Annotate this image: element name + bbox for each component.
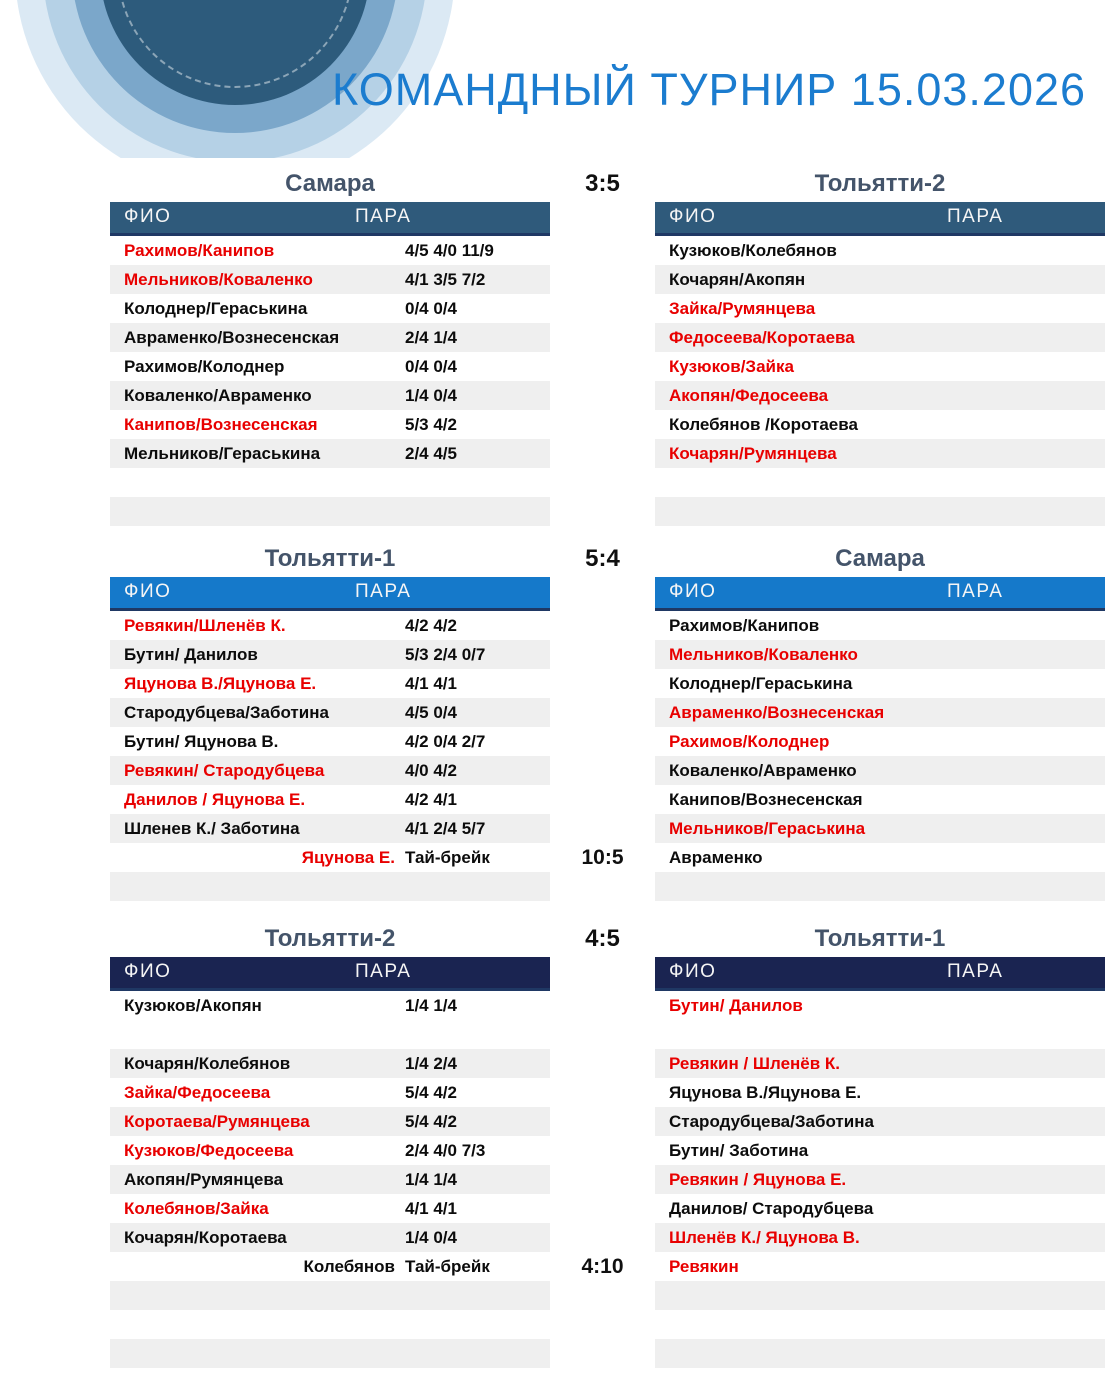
player-pair-name: Коротаева/Румянцева xyxy=(124,1112,310,1131)
table-row xyxy=(655,814,1105,843)
table-header xyxy=(655,957,1105,991)
player-pair-name: Коваленко/Авраменко xyxy=(669,761,857,780)
player-pair-name: Мельников/Гераськина xyxy=(669,819,866,838)
table-row xyxy=(110,991,550,1020)
table-row xyxy=(110,381,550,410)
player-pair-name: Бутин/ Данилов xyxy=(669,996,803,1015)
player-pair-name: Рахимов/Канипов xyxy=(124,241,275,260)
table-row xyxy=(110,1223,550,1252)
table-row xyxy=(655,1136,1105,1165)
set-scores: 4/1 3/5 7/2 xyxy=(405,270,486,289)
left-team-table xyxy=(110,923,550,1368)
table-row xyxy=(110,843,550,872)
player-pair-name: Ревякин / Шленёв К. xyxy=(669,1054,841,1073)
set-scores: 1/4 0/4 xyxy=(405,386,457,405)
table-row xyxy=(110,1078,550,1107)
match-section-3 xyxy=(110,923,1105,1368)
player-pair-name: Акопян/Федосеева xyxy=(669,386,829,405)
page-title: КОМАНДНЫЙ ТУРНИР 15.03.2026 xyxy=(332,64,1087,115)
set-scores: Тай-брейк xyxy=(405,848,490,867)
table-row xyxy=(110,1194,550,1223)
set-scores: 2/4 1/4 xyxy=(405,328,457,347)
set-scores: 4/2 4/1 xyxy=(405,790,457,809)
table-row xyxy=(655,872,1105,901)
set-scores: 0/4 0/4 xyxy=(405,357,457,376)
player-pair-name: Канипов/Вознесенская xyxy=(669,790,863,809)
table-row xyxy=(110,468,550,497)
set-scores: 2/4 4/0 7/3 xyxy=(405,1141,486,1160)
table-row xyxy=(110,814,550,843)
player-pair-name: Стародубцева/Заботина xyxy=(669,1112,874,1131)
player-pair-name: Зайка/Федосеева xyxy=(124,1083,271,1102)
table-row xyxy=(655,727,1105,756)
table-row xyxy=(110,1339,550,1368)
team-name: Тольятти-2 xyxy=(264,925,396,952)
table-row xyxy=(655,1078,1105,1107)
set-scores: Тай-брейк xyxy=(405,1257,490,1276)
table-row xyxy=(655,468,1105,497)
table-row xyxy=(655,1194,1105,1223)
table-body xyxy=(110,611,550,901)
set-scores: 5/3 4/2 xyxy=(405,415,457,434)
player-pair-name: Кочарян/Акопян xyxy=(669,270,806,289)
player-pair-name: Колоднер/Гераськина xyxy=(669,674,853,693)
table-row xyxy=(110,1020,550,1049)
set-scores: 4/1 4/1 xyxy=(405,1199,457,1218)
score-column xyxy=(550,168,655,526)
team-name: Тольятти-2 xyxy=(814,170,946,197)
table-row xyxy=(110,497,550,526)
set-scores: 4/5 0/4 xyxy=(405,703,457,722)
right-team-table xyxy=(655,168,1105,526)
player-pair-name: Акопян/Румянцева xyxy=(124,1170,284,1189)
table-row xyxy=(110,323,550,352)
player-pair-name: Колебянов/Зайка xyxy=(124,1199,269,1218)
table-row xyxy=(110,611,550,640)
player-pair-name: Ревякин/Шленёв К. xyxy=(124,616,286,635)
team-name: Тольятти-1 xyxy=(264,545,396,572)
column-header-para: ПАРА xyxy=(355,206,412,227)
team-name: Тольятти-1 xyxy=(814,925,946,952)
match-score: 5:4 xyxy=(585,545,620,572)
left-team-table xyxy=(110,168,550,526)
table-row xyxy=(655,410,1105,439)
set-scores: 1/4 1/4 xyxy=(405,1170,457,1189)
table-row xyxy=(655,756,1105,785)
table-row xyxy=(110,1310,550,1339)
player-pair-name: Яцунова В./Яцунова Е. xyxy=(669,1083,862,1102)
right-team-table xyxy=(655,543,1105,901)
table-row xyxy=(110,727,550,756)
set-scores: 1/4 2/4 xyxy=(405,1054,457,1073)
table-row xyxy=(655,1049,1105,1078)
table-header xyxy=(110,577,550,611)
player-pair-name: Рахимов/Колоднер xyxy=(124,357,285,376)
match-score: 3:5 xyxy=(585,170,620,197)
player-pair-name: Кочарян/Румянцева xyxy=(669,444,837,463)
table-row xyxy=(110,785,550,814)
player-pair-name: Кочарян/Колебянов xyxy=(124,1054,291,1073)
table-row xyxy=(655,381,1105,410)
table-row xyxy=(655,1223,1105,1252)
table-header xyxy=(110,957,550,991)
score-column xyxy=(550,543,655,901)
table-body xyxy=(655,611,1105,901)
table-row xyxy=(655,611,1105,640)
player-pair-name: Бутин/ Яцунова В. xyxy=(124,732,279,751)
player-pair-name: Стародубцева/Заботина xyxy=(124,703,329,722)
score-column xyxy=(550,923,655,1368)
player-pair-name: Данилов / Яцунова Е. xyxy=(124,790,306,809)
table-row xyxy=(655,1020,1105,1049)
table-row xyxy=(655,1310,1105,1339)
player-pair-name: Шленев К./ Заботина xyxy=(124,819,300,838)
table-header xyxy=(655,577,1105,611)
table-row xyxy=(655,323,1105,352)
table-row xyxy=(655,1107,1105,1136)
table-row xyxy=(655,991,1105,1020)
column-header-fio: ФИО xyxy=(124,206,172,227)
player-pair-name: Авраменко/Вознесенская xyxy=(124,328,340,347)
table-row xyxy=(655,640,1105,669)
table-row xyxy=(110,236,550,265)
tiebreak-score: 10:5 xyxy=(581,846,624,869)
player-pair-name: Колебянов /Коротаева xyxy=(669,415,858,434)
column-header-para: ПАРА xyxy=(947,961,1004,982)
table-row xyxy=(110,410,550,439)
player-pair-name: Кузюков/Акопян xyxy=(124,996,262,1015)
player-pair-name: Кузюков/Колебянов xyxy=(669,241,837,260)
set-scores: 0/4 0/4 xyxy=(405,299,457,318)
player-pair-name: Ревякин / Яцунова Е. xyxy=(669,1170,847,1189)
team-name: Самара xyxy=(835,545,925,572)
player-pair-name: Зайка/Румянцева xyxy=(669,299,816,318)
table-row xyxy=(110,1165,550,1194)
set-scores: 1/4 1/4 xyxy=(405,996,457,1015)
table-header xyxy=(110,202,550,236)
player-pair-name: Бутин/ Данилов xyxy=(124,645,258,664)
column-header-para: ПАРА xyxy=(355,961,412,982)
column-header-fio: ФИО xyxy=(669,961,717,982)
set-scores: 1/4 0/4 xyxy=(405,1228,457,1247)
column-header-fio: ФИО xyxy=(669,206,717,227)
set-scores: 4/2 0/4 2/7 xyxy=(405,732,486,751)
table-row xyxy=(655,785,1105,814)
left-team-table xyxy=(110,543,550,901)
column-header-para: ПАРА xyxy=(947,206,1004,227)
player-pair-name: Авраменко xyxy=(669,848,763,867)
set-scores: 4/1 4/1 xyxy=(405,674,457,693)
column-header-fio: ФИО xyxy=(669,581,717,602)
table-row xyxy=(655,669,1105,698)
table-body xyxy=(655,991,1105,1368)
player-pair-name: Ревякин/ Стародубцева xyxy=(124,761,325,780)
player-pair-name: Кузюков/Федосеева xyxy=(124,1141,294,1160)
table-body xyxy=(110,991,550,1368)
table-row xyxy=(110,1107,550,1136)
set-scores: 4/1 2/4 5/7 xyxy=(405,819,486,838)
table-row xyxy=(655,352,1105,381)
table-row xyxy=(110,294,550,323)
set-scores: 4/0 4/2 xyxy=(405,761,457,780)
table-row xyxy=(655,698,1105,727)
set-scores: 2/4 4/5 xyxy=(405,444,457,463)
right-team-table xyxy=(655,923,1105,1368)
table-row xyxy=(110,1049,550,1078)
player-pair-name: Мельников/Коваленко xyxy=(124,270,313,289)
player-pair-name: Яцунова Е. xyxy=(301,848,395,867)
player-pair-name: Кочарян/Коротаева xyxy=(124,1228,287,1247)
table-row xyxy=(110,265,550,294)
table-row xyxy=(655,1252,1105,1281)
table-row xyxy=(655,294,1105,323)
player-pair-name: Шленёв К./ Яцунова В. xyxy=(669,1228,860,1247)
match-section-1 xyxy=(110,168,1105,526)
table-row xyxy=(110,698,550,727)
player-pair-name: Коваленко/Авраменко xyxy=(124,386,312,405)
table-row xyxy=(655,1281,1105,1310)
player-pair-name: Кузюков/Зайка xyxy=(669,357,794,376)
set-scores: 5/3 2/4 0/7 xyxy=(405,645,486,664)
table-row xyxy=(655,1165,1105,1194)
player-pair-name: Колоднер/Гераськина xyxy=(124,299,308,318)
column-header-fio: ФИО xyxy=(124,961,172,982)
tiebreak-score: 4:10 xyxy=(581,1255,624,1278)
table-row xyxy=(655,497,1105,526)
table-row xyxy=(655,265,1105,294)
player-pair-name: Рахимов/Канипов xyxy=(669,616,820,635)
player-pair-name: Федосеева/Коротаева xyxy=(669,328,855,347)
column-header-para: ПАРА xyxy=(947,581,1004,602)
set-scores: 4/5 4/0 11/9 xyxy=(405,241,494,260)
table-body xyxy=(655,236,1105,526)
set-scores: 5/4 4/2 xyxy=(405,1083,457,1102)
match-section-2 xyxy=(110,543,1105,901)
table-row xyxy=(110,439,550,468)
table-row xyxy=(110,1136,550,1165)
player-pair-name: Бутин/ Заботина xyxy=(669,1141,809,1160)
table-row xyxy=(110,756,550,785)
team-name: Самара xyxy=(285,170,375,197)
column-header-fio: ФИО xyxy=(124,581,172,602)
player-pair-name: Авраменко/Вознесенская xyxy=(669,703,885,722)
table-row xyxy=(655,439,1105,468)
table-row xyxy=(110,872,550,901)
player-pair-name: Мельников/Коваленко xyxy=(669,645,858,664)
table-header xyxy=(655,202,1105,236)
table-row xyxy=(110,640,550,669)
player-pair-name: Колебянов xyxy=(303,1257,395,1276)
set-scores: 4/2 4/2 xyxy=(405,616,457,635)
table-row xyxy=(655,843,1105,872)
table-row xyxy=(110,1281,550,1310)
player-pair-name: Данилов/ Стародубцева xyxy=(669,1199,874,1218)
table-row xyxy=(110,1252,550,1281)
player-pair-name: Канипов/Вознесенская xyxy=(124,415,318,434)
player-pair-name: Рахимов/Колоднер xyxy=(669,732,830,751)
set-scores: 5/4 4/2 xyxy=(405,1112,457,1131)
player-pair-name: Яцунова В./Яцунова Е. xyxy=(124,674,317,693)
player-pair-name: Ревякин xyxy=(669,1257,739,1276)
table-row xyxy=(110,669,550,698)
match-score: 4:5 xyxy=(585,925,620,952)
table-row xyxy=(110,352,550,381)
player-pair-name: Мельников/Гераськина xyxy=(124,444,321,463)
table-row xyxy=(655,236,1105,265)
table-row xyxy=(655,1339,1105,1368)
column-header-para: ПАРА xyxy=(355,581,412,602)
table-body xyxy=(110,236,550,526)
